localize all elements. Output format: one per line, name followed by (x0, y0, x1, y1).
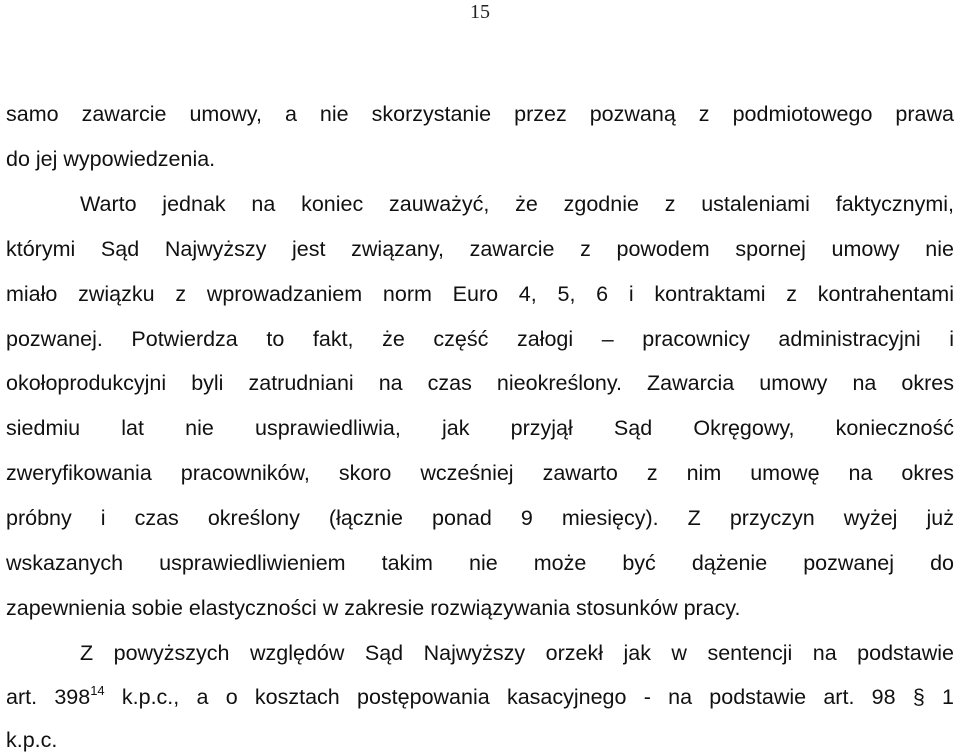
superscript: 14 (90, 683, 105, 698)
text-line: k.p.c. (6, 728, 58, 752)
text-line: zapewnienia sobie elastyczności w zakresie rozwiązywania stosunków pracy. (6, 596, 741, 620)
text-line: samo zawarcie umowy, a nie skorzystanie przez pozwaną z podmiotowego prawa (6, 102, 954, 126)
text-line: próbny i czas określony (łącznie ponad 9 miesięcy). Z przyczyn wyżej już (6, 506, 954, 530)
text-line: siedmiu lat nie usprawiedliwia, jak przyjął Sąd Okręgowy, konieczność (6, 416, 954, 440)
page-number: 15 (470, 1, 490, 23)
text-fragment: k.p.c., a o kosztach postępowania kasacyjnego - na podstawie art. 98 § 1 (104, 685, 954, 709)
text-line: okołoprodukcyjni byli zatrudniani na czas nieokreślony. Zawarcia umowy na okres (6, 371, 954, 395)
text-line: zweryfikowania pracowników, skoro wcześniej zawarto z nim umowę na okres (6, 461, 954, 485)
text-line: pozwanej. Potwierdza to fakt, że część załogi – pracownicy administracyjni i (6, 327, 954, 351)
text-line: do jej wypowiedzenia. (6, 147, 216, 171)
text-line: którymi Sąd Najwyższy jest związany, zawarcie z powodem spornej umowy nie (6, 237, 954, 261)
text-fragment: art. 398 (6, 685, 91, 709)
text-line: wskazanych usprawiedliwieniem takim nie może być dążenie pozwanej do (6, 551, 954, 575)
text-line: Z powyższych względów Sąd Najwyższy orzekł jak w sentencji na podstawie (80, 641, 954, 665)
text-line-with-superscript (6, 684, 954, 710)
text-line: miało związku z wprowadzaniem norm Euro 4, 5, 6 i kontraktami z kontrahentami (6, 282, 954, 306)
text-line: Warto jednak na koniec zauważyć, że zgodnie z ustaleniami faktycznymi, (80, 192, 954, 216)
